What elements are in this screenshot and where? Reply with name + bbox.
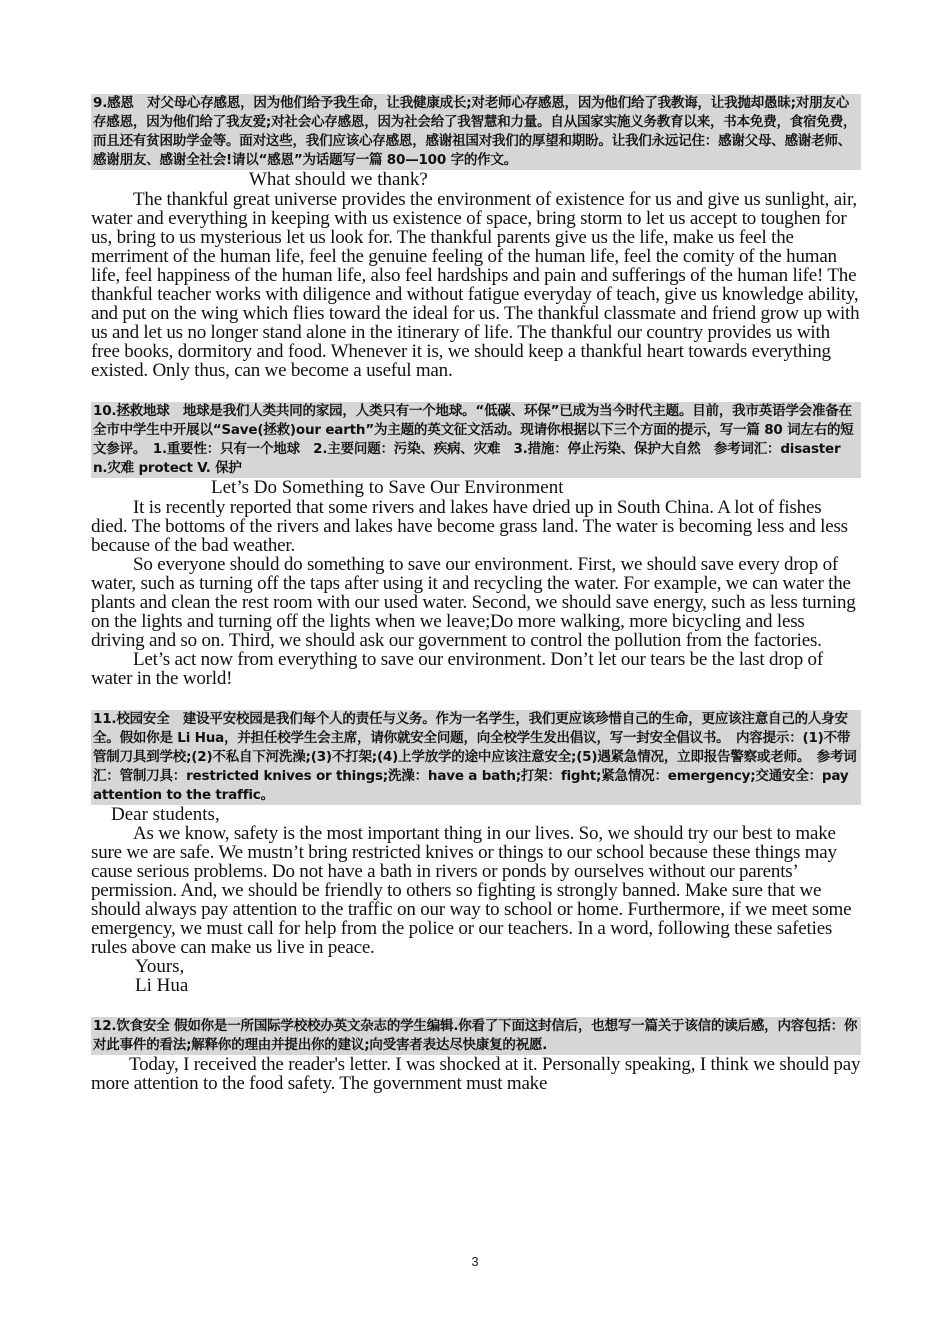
essay-prompt-10: 10.拯救地球 地球是我们人类共同的家园，人类只有一个地球。“低碳、环保”已成为当今时代主题。目前，我市英语学会准备在全市中学生中开展以“Save(拯救)our earth”为主题的英文征文活动。现请你根据以下三个方面的提示，写一篇 80 词左右的短文参评。 1.重要性：只有一个地球 2.主要问题：污染、疾病、灾难 3.措施：停止污染、保护大自然 参考词汇：disaster n.灾难 protect V. 保护 — [91, 402, 861, 478]
essay-title-9: What should we thank? — [249, 169, 428, 190]
letter-closing: Yours, — [135, 956, 185, 977]
section-gap — [91, 380, 861, 402]
essay-12-paragraph: Today, I received the reader's letter. I was shocked at it. Personally speaking, I think we should pay more attention to the food safety. The government must make — [91, 1054, 861, 1094]
essay-11-paragraph: As we know, safety is the most important thing in our lives. So, we should try our best to make sure we are safe. We mustn’t bring restricted knives or things to our school because these things may cause serious problems. Do not have a bath in rivers or ponds by ourselves without our parents’ permission. And, we should be friendly to others so fighting is strongly banned. Make sure that we should always pay attention to the traffic on our way to school or home. Furthermore, if we meet some emergency, we must call for help from the police or our teachers. In a word, following these safeties rules above can make us live in peace. — [91, 823, 852, 958]
letter-signature: Li Hua — [135, 975, 189, 996]
essay-9-paragraph: The thankful great universe provides the environment of existence for us and give us sunlight, air, water and everything in keeping with us existence of space, bring storm to let us accept to toughen for us, bring to us mysterious let us look for. The thankful parents give us the life, make us feel the merriment of the human life, feel the genuine feeling of the human life, feel the comity of the human life, feel happiness of the human life, also feel hardships and pain and sufferings of the human life! The thankful teacher works with diligence and without fatigue everyday of teach, give us knowledge ability, and put on the wing which flies toward the ideal for us. The thankful classmate and friend grow up with us and let us no longer stand alone in the itinerary of life. The thankful our country provides us with free books, dormitory and food. Whenever it is, we should keep a thankful heart towards everything existed. Only thus, can we become a useful man. — [91, 189, 860, 381]
letter-salutation: Dear students, — [111, 804, 220, 825]
essay-prompt-12: 12.饮食安全 假如你是一所国际学校校办英文杂志的学生编辑.你看了下面这封信后，也想写一篇关于该信的读后感，内容包括：你对此事件的看法;解释你的理由并提出你的建议;向受害者表达尽快康复的祝愿. — [91, 1017, 861, 1055]
page-number: 3 — [471, 1254, 479, 1269]
essay-title-10: Let’s Do Something to Save Our Environment — [211, 477, 564, 498]
essay-10-paragraph-2: So everyone should do something to save our environment. First, we should save every drop of water, such as turning off the taps after using it and recycling the water. For example, we can water the plants and clean the rest room with our used water. Second, we should save energy, such as less turning on the lights and turning off the lights when we leave;Do more walking, more bicycling and less driving and so on. Third, we should ask our government to control the pollution from the factories. — [91, 554, 856, 651]
section-gap — [91, 688, 861, 710]
essay-10-paragraph-3: Let’s act now from everything to save our environment. Don’t let our tears be the last drop of water in the world! — [91, 649, 823, 689]
section-gap — [91, 995, 861, 1017]
document-page — [91, 94, 861, 1093]
essay-prompt-11: 11.校园安全 建设平安校园是我们每个人的责任与义务。作为一名学生，我们更应该珍惜自己的生命，更应该注意自己的人身安全。假如你是 Li Hua，并担任校学生会主席，请你就安全问题，向全校学生发出倡议，写一封安全倡议书。 内容提示：(1)不带管制刀具到学校;(2)不私自下河洗澡;(3)不打架;(4)上学放学的途中应该注意安全;(5)遇紧急情况，立即报告警察或老师。 参考词汇：管制刀具：restricted knives or things;洗澡：have a bath;打架：fight;紧急情况：emergency;交通安全：pay attention to the traffic。 — [91, 710, 861, 805]
essay-10-paragraph-1: It is recently reported that some rivers and lakes have dried up in South China. A lot of fishes died. The bottoms of the rivers and lakes have become grass land. The water is becoming less and less because of the bad weather. — [91, 497, 848, 556]
essay-prompt-9: 9.感恩 对父母心存感恩，因为他们给予我生命，让我健康成长;对老师心存感恩，因为他们给了我教诲，让我抛却愚昧;对朋友心存感恩，因为他们给了我友爱;对社会心存感恩，因为社会给了我智慧和力量。自从国家实施义务教育以来，书本免费，食宿免费，而且还有贫困助学金等。面对这些，我们应该心存感恩，感谢祖国对我们的厚望和期盼。让我们永远记住：感谢父母、感谢老师、感谢朋友、感谢全社会!请以“感恩”为话题写一篇 80—100 字的作文。 — [91, 94, 861, 170]
